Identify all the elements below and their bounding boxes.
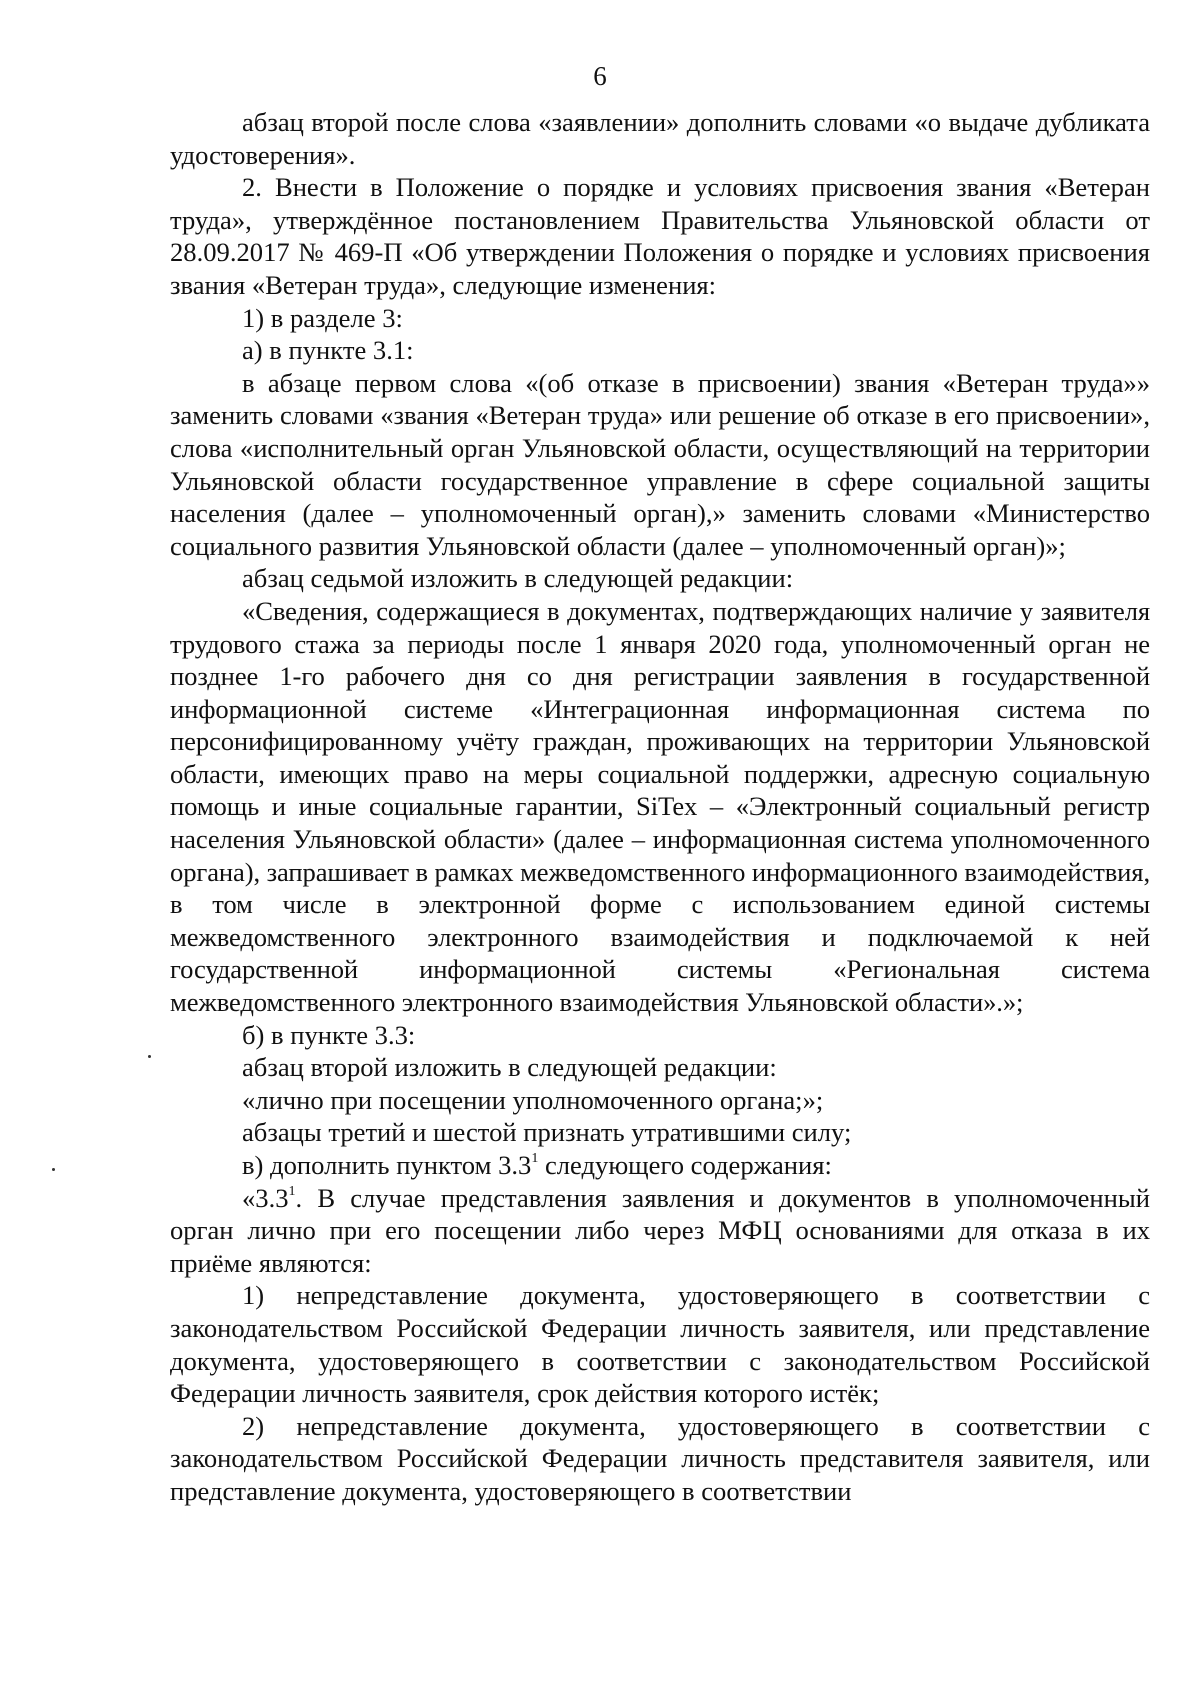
paragraph: 2. Внести в Положение о порядке и условиях присвоения звания «Ветеран труда», утверждённое постановлением Правительства Ульяновской области от 28.09.2017 № 469-П «Об утверждении Положения о порядке и условиях присвоения звания «Ветеран труда», следующие изменения: xyxy=(170,172,1150,300)
paragraph: абзац второй изложить в следующей редакции: xyxy=(242,1052,777,1083)
scan-speck xyxy=(148,1055,151,1058)
paragraph: «Сведения, содержащиеся в документах, подтверждающих наличие у заявителя трудового стажа за периоды после 1 января 2020 года, уполномоченный орган не позднее 1-го рабочего дня со дня регистрации заявления в государственной информационной системе «Интеграционная информационная система по персонифицированному учёту граждан, проживающих на территории Ульяновской области, имеющих право на меры социальной поддержки, адресную социальную помощь и иные социальные гарантии, SiTex – «Электронный социальный регистр населения Ульяновской области» (далее – информационная система уполномоченного органа), запрашивает в рамках межведомственного информационного взаимодействия, в том числе в электронной форме с использованием единой системы межведомственного электронного взаимодействия и подключаемой к ней государственной информационной системы «Региональная система межведомственного электронного взаимодействия Ульяновской области».»; xyxy=(170,595,1150,1018)
paragraph: в абзаце первом слова «(об отказе в присвоении) звания «Ветеран труда»» заменить словами «звания «Ветеран труда» или решение об отказе в его присвоении», слова «исполнительный орган Ульяновской области, осуществляющий на территории Ульяновской области государственное управление в сфере социальной защиты населения (далее – уполномоченный орган),» заменить словами «Министерство социального развития Ульяновской области (далее – уполномоченный орган)»; xyxy=(170,367,1150,561)
superscript: 1 xyxy=(531,1151,539,1167)
document-body xyxy=(170,106,1150,1508)
list-item: 2) непредставление документа, удостоверяющего в соответствии с законодательством Российской Федерации личность представителя заявителя, или представление документа, удостоверяющего в соответствии xyxy=(170,1410,1150,1506)
paragraph: абзац седьмой изложить в следующей редакции: xyxy=(242,563,794,594)
paragraph: «лично при посещении уполномоченного органа;»; xyxy=(242,1084,824,1115)
text-fragment: в) дополнить пунктом 3.3 xyxy=(242,1150,532,1180)
paragraph: а) в пункте 3.1: xyxy=(242,335,414,366)
text-fragment: следующего содержания: xyxy=(538,1150,832,1180)
paragraph: б) в пункте 3.3: xyxy=(242,1019,416,1050)
page-number: 6 xyxy=(593,61,607,91)
scan-speck xyxy=(52,1168,55,1171)
paragraph-point-3-3-1 xyxy=(170,1182,1150,1280)
text-fragment: «3.3 xyxy=(242,1182,289,1213)
paragraph: 1) в разделе 3: xyxy=(242,302,403,333)
superscript: 1 xyxy=(288,1183,296,1199)
list-item: 1) непредставление документа, удостоверяющего в соответствии с законодательством Российской Федерации личность заявителя, или представление документа, удостоверяющего в соответствии с законодательством Российской Федерации личность заявителя, срок действия которого истёк; xyxy=(170,1280,1150,1409)
paragraph: абзацы третий и шестой признать утратившими силу; xyxy=(242,1117,852,1148)
paragraph: абзац второй после слова «заявлении» дополнить словами «о выдаче дубликата удостоверения». xyxy=(170,107,1150,170)
text-fragment: . В случае представления заявления и документов в уполномоченный орган лично при его посещении либо через МФЦ основаниями для отказа в их приёме являются: xyxy=(170,1182,1150,1278)
paragraph-add-point xyxy=(170,1149,1150,1182)
